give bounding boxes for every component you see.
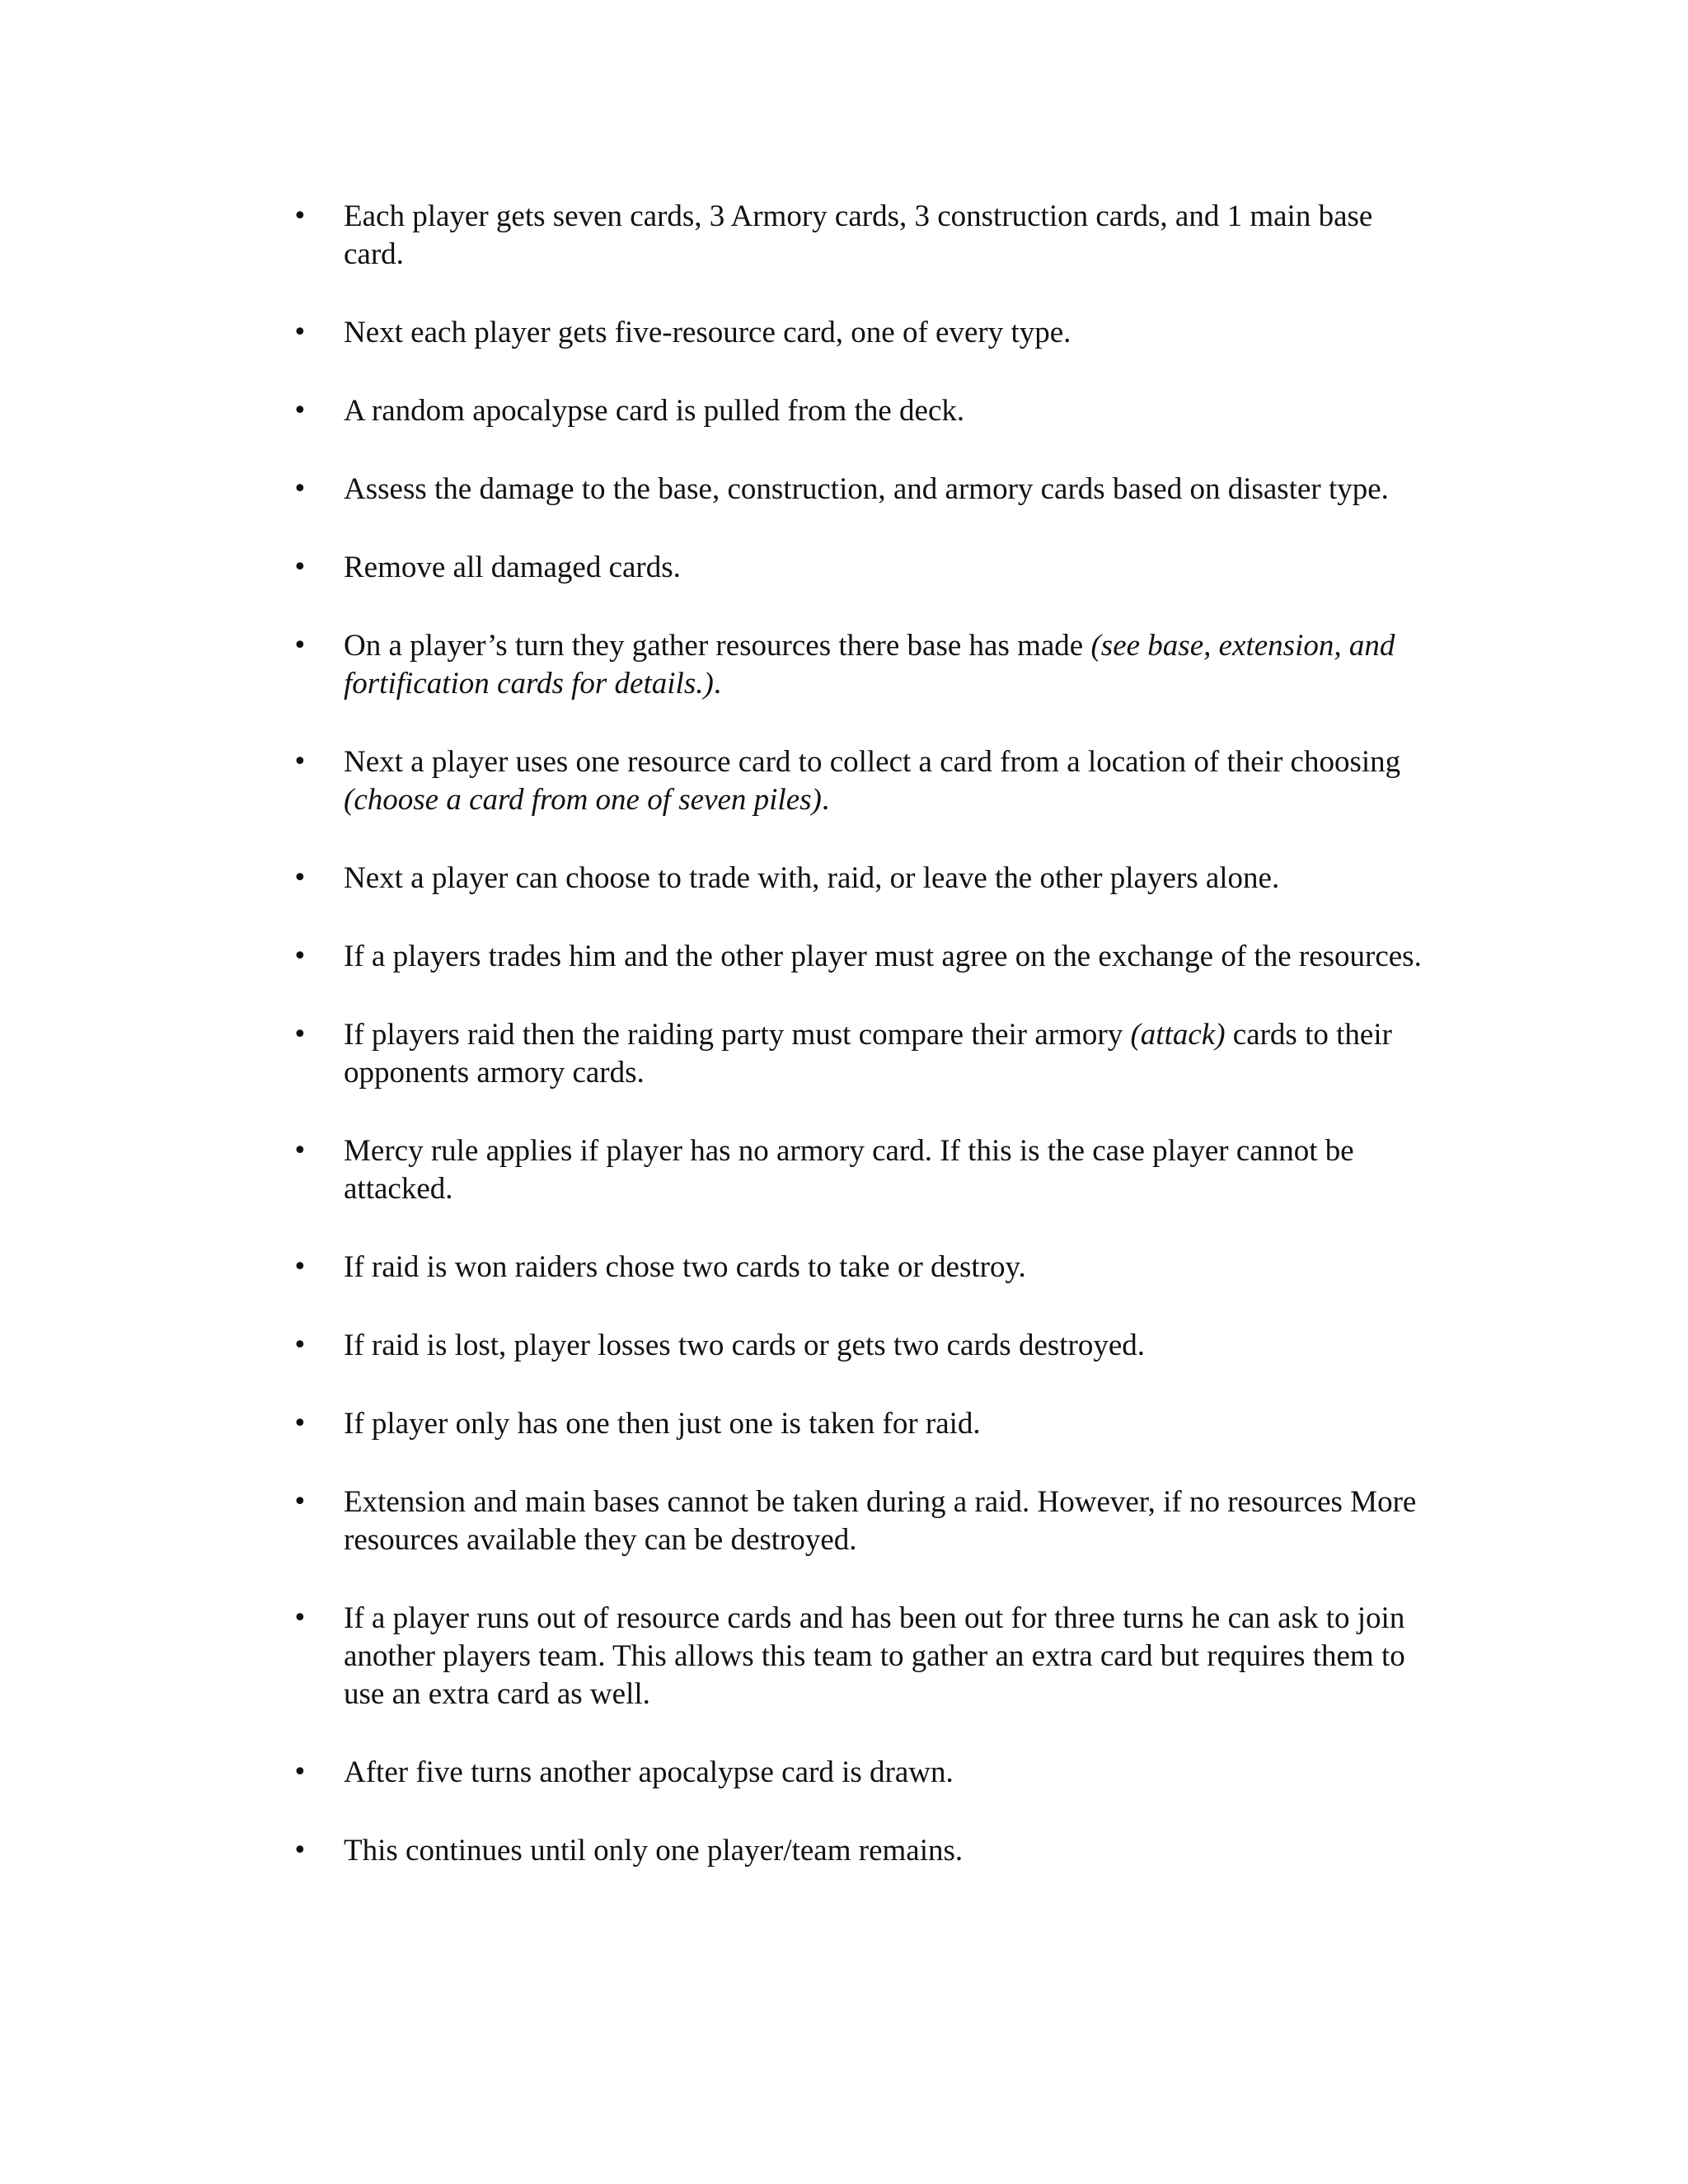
- rule-text: [344, 1329, 1145, 1362]
- rule-text-segment: If players raid then the raiding party must compare their armory: [344, 1018, 1131, 1052]
- rule-text: [344, 199, 1372, 271]
- rule-text: [344, 551, 681, 584]
- rule-item: [293, 198, 1430, 274]
- rule-text-italic: (see base, extension, and fortification cards for details.): [344, 629, 1395, 701]
- bullet-icon: •: [293, 1488, 307, 1516]
- bullet-icon: •: [293, 1409, 307, 1438]
- bullet-icon: •: [293, 631, 307, 660]
- rule-text: [344, 861, 1279, 895]
- bullet-icon: •: [293, 1331, 307, 1360]
- rule-item: [293, 549, 1430, 587]
- rule-text: [344, 1601, 1405, 1711]
- rule-item: [293, 627, 1430, 703]
- rule-text-segment: After five turns another apocalypse card is drawn.: [344, 1755, 954, 1789]
- rule-text: [344, 1407, 981, 1441]
- rule-item: [293, 1832, 1430, 1870]
- rule-item: [293, 1016, 1430, 1092]
- bullet-icon: •: [293, 1758, 307, 1787]
- rule-text-segment: On a player’s turn they gather resources there base has made: [344, 629, 1091, 663]
- rule-text: [344, 1018, 1392, 1090]
- rule-text: [344, 394, 964, 428]
- bullet-icon: •: [293, 318, 307, 347]
- rule-text: [344, 745, 1400, 817]
- bullet-icon: •: [293, 942, 307, 971]
- rule-item: [293, 471, 1430, 509]
- rule-text-segment: If a players trades him and the other player must agree on the exchange of the resources.: [344, 940, 1422, 973]
- rule-text-segment: A random apocalypse card is pulled from the deck.: [344, 394, 965, 428]
- rule-item: [293, 938, 1430, 976]
- bullet-icon: •: [293, 202, 307, 231]
- rule-text-italic: (attack): [1130, 1018, 1226, 1052]
- rule-text-segment: Next each player gets five-resource card, one of every type.: [344, 316, 1071, 349]
- rule-text-segment: Next a player can choose to trade with, raid, or leave the other players alone.: [344, 861, 1280, 895]
- rule-text: [344, 1134, 1354, 1206]
- rule-text-segment: Each player gets seven cards, 3 Armory cards, 3 construction cards, and 1 main base card.: [344, 199, 1373, 271]
- rule-text-segment: Next a player uses one resource card to collect a card from a location of their choosing: [344, 745, 1401, 779]
- rule-text: [344, 629, 1395, 701]
- rule-item: [293, 743, 1430, 819]
- rules-list: [293, 198, 1430, 1910]
- bullet-icon: •: [293, 1137, 307, 1165]
- rule-text-segment: cards to their opponents armory cards.: [344, 1018, 1392, 1090]
- rule-text: [344, 1755, 954, 1789]
- bullet-icon: •: [293, 748, 307, 776]
- bullet-icon: •: [293, 475, 307, 504]
- rule-text-segment: If player only has one then just one is taken for raid.: [344, 1407, 981, 1441]
- rule-text-segment: Assess the damage to the base, construction, and armory cards based on disaster type.: [344, 472, 1389, 506]
- rule-item: [293, 1405, 1430, 1443]
- rule-text-segment: .: [713, 667, 722, 701]
- rule-item: [293, 314, 1430, 352]
- rule-item: [293, 1327, 1430, 1365]
- rule-text: [344, 1485, 1416, 1557]
- bullet-icon: •: [293, 1020, 307, 1049]
- rule-text: [344, 472, 1389, 506]
- rule-item: [293, 1600, 1430, 1713]
- rule-text: [344, 1250, 1026, 1284]
- rule-text-segment: .: [821, 783, 830, 817]
- bullet-icon: •: [293, 1604, 307, 1633]
- rule-item: [293, 1249, 1430, 1286]
- rule-text-segment: If a player runs out of resource cards and has been out for three turns he can ask to join another players team. This allows this team to gather an extra card but requires them to use an extra card as well.: [344, 1601, 1405, 1711]
- rule-text-segment: If raid is lost, player losses two cards or gets two cards destroyed.: [344, 1329, 1146, 1362]
- rule-text-segment: If raid is won raiders chose two cards to take or destroy.: [344, 1250, 1026, 1284]
- rule-text-italic: (choose a card from one of seven piles): [344, 783, 822, 817]
- bullet-icon: •: [293, 396, 307, 425]
- rule-text-segment: Extension and main bases cannot be taken during a raid. However, if no resources More resources available they can be destroyed.: [344, 1485, 1417, 1557]
- bullet-icon: •: [293, 864, 307, 893]
- rule-item: [293, 392, 1430, 430]
- rule-text: [344, 940, 1422, 973]
- bullet-icon: •: [293, 1253, 307, 1282]
- rule-text-segment: This continues until only one player/team remains.: [344, 1834, 964, 1868]
- rule-item: [293, 1132, 1430, 1208]
- bullet-icon: •: [293, 1836, 307, 1865]
- rule-item: [293, 1483, 1430, 1559]
- rule-text-segment: Mercy rule applies if player has no armory card. If this is the case player cannot be attacked.: [344, 1134, 1354, 1206]
- rule-text-segment: Remove all damaged cards.: [344, 551, 681, 584]
- rule-text: [344, 1834, 963, 1868]
- bullet-icon: •: [293, 553, 307, 582]
- rule-item: [293, 1754, 1430, 1792]
- rule-text: [344, 316, 1071, 349]
- rule-item: [293, 860, 1430, 898]
